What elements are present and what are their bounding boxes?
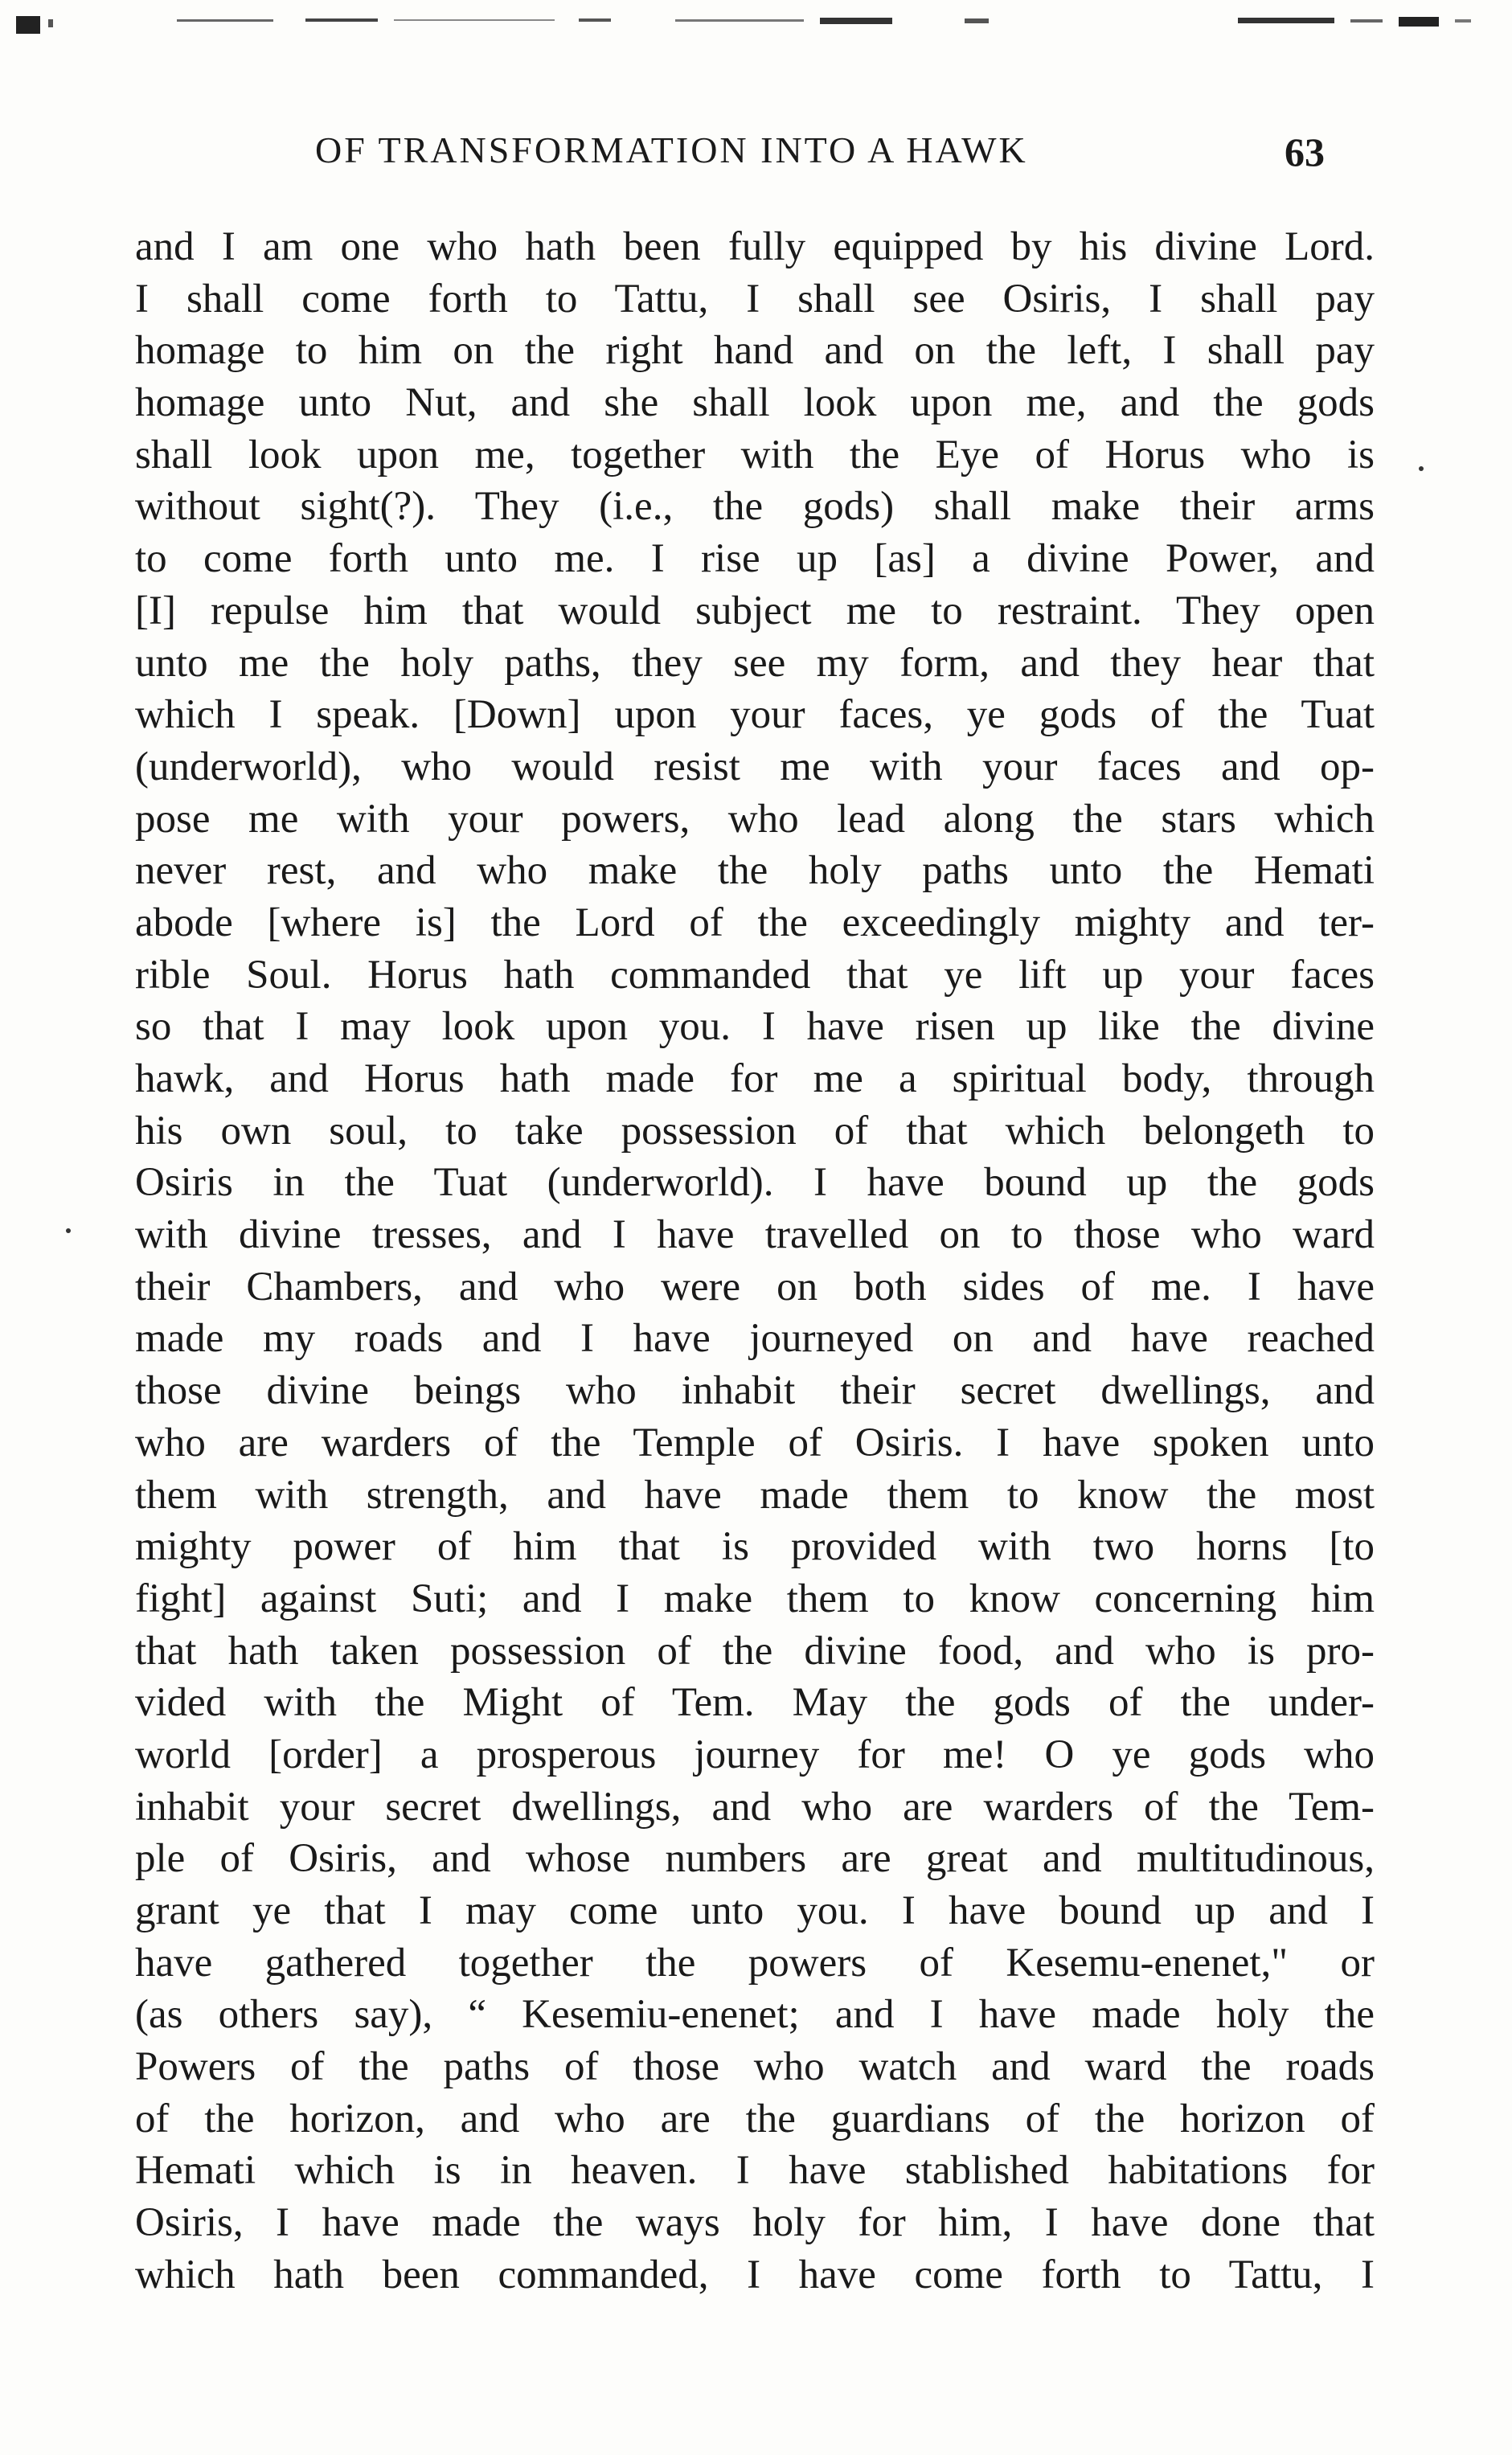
text-line: those divine beings who inhabit their secret dwellings, and [135, 1368, 1375, 1414]
text-line: them with strength, and have made them to know the most [135, 1472, 1375, 1518]
text-line: pose me with your powers, who lead along the stars which [135, 796, 1375, 842]
text-line: of the horizon, and who are the guardians of the horizon of [135, 2096, 1375, 2141]
text-line: homage unto Nut, and she shall look upon me, and the gods [135, 380, 1375, 426]
text-line: [I] repulse him that would subject me to restraint. They open [135, 588, 1375, 633]
text-line: homage to him on the right hand and on the left, I shall pay [135, 328, 1375, 374]
text-line: Powers of the paths of those who watch and ward the roads [135, 2044, 1375, 2090]
scan-noise-strip [16, 14, 1495, 39]
text-line: grant ye that I may come unto you. I have bound up and I [135, 1888, 1375, 1933]
text-line: I shall come forth to Tattu, I shall see Osiris, I shall pay [135, 276, 1375, 322]
text-line: unto me the holy paths, they see my form, and they hear that [135, 640, 1375, 686]
text-line: world [order] a prosperous journey for me! O ye gods who [135, 1732, 1375, 1777]
body-text [135, 221, 1375, 2301]
text-line: Hemati which is in heaven. I have stablished habitations for [135, 2148, 1375, 2194]
text-line: to come forth unto me. I rise up [as] a divine Power, and [135, 536, 1375, 582]
text-line: hawk, and Horus hath made for me a spiritual body, through [135, 1056, 1375, 1101]
text-line: made my roads and I have journeyed on and have reached [135, 1316, 1375, 1362]
text-line: shall look upon me, together with the Eye of Horus who is [135, 432, 1375, 477]
text-line: ple of Osiris, and whose numbers are great and multitudinous, [135, 1836, 1375, 1882]
text-line: (as others say), “ Kesemiu-enenet; and I have made holy the [135, 1992, 1375, 2038]
text-line: with divine tresses, and I have travelled on to those who ward [135, 1212, 1375, 1258]
page-number: 63 [1285, 129, 1325, 174]
text-line: never rest, and who make the holy paths unto the Hemati [135, 848, 1375, 894]
text-line: which I speak. [Down] upon your faces, ye gods of the Tuat [135, 692, 1375, 738]
text-line: who are warders of the Temple of Osiris. I have spoken unto [135, 1420, 1375, 1465]
text-line: which hath been commanded, I have come forth to Tattu, I [135, 2252, 1375, 2297]
text-line: so that I may look upon you. I have risen up like the divine [135, 1004, 1375, 1050]
text-line: and I am one who hath been fully equipped by his divine Lord. [135, 224, 1375, 269]
text-line: fight] against Suti; and I make them to know concerning him [135, 1576, 1375, 1621]
text-line: abode [where is] the Lord of the exceedingly mighty and ter- [135, 900, 1375, 945]
text-line: inhabit your secret dwellings, and who are warders of the Tem- [135, 1784, 1375, 1830]
text-line: Osiris, I have made the ways holy for him, I have done that [135, 2200, 1375, 2246]
text-line: his own soul, to take possession of that which belongeth to [135, 1108, 1375, 1154]
text-line: Osiris in the Tuat (underworld). I have bound up the gods [135, 1160, 1375, 1206]
margin-dot [1419, 466, 1424, 471]
text-line: rible Soul. Horus hath commanded that ye lift up your faces [135, 952, 1375, 998]
text-line: without sight(?). They (i.e., the gods) shall make their arms [135, 484, 1375, 530]
text-line: (underworld), who would resist me with your faces and op- [135, 744, 1375, 789]
text-line: have gathered together the powers of Kesemu-enenet," or [135, 1940, 1375, 1986]
running-head: OF TRANSFORMATION INTO A HAWK [315, 129, 1028, 170]
margin-dot [66, 1228, 71, 1233]
text-line: vided with the Might of Tem. May the gods of the under- [135, 1680, 1375, 1726]
text-line: that hath taken possession of the divine food, and who is pro- [135, 1628, 1375, 1674]
text-line: mighty power of him that is provided with two horns [to [135, 1524, 1375, 1570]
text-line: their Chambers, and who were on both sides of me. I have [135, 1264, 1375, 1309]
